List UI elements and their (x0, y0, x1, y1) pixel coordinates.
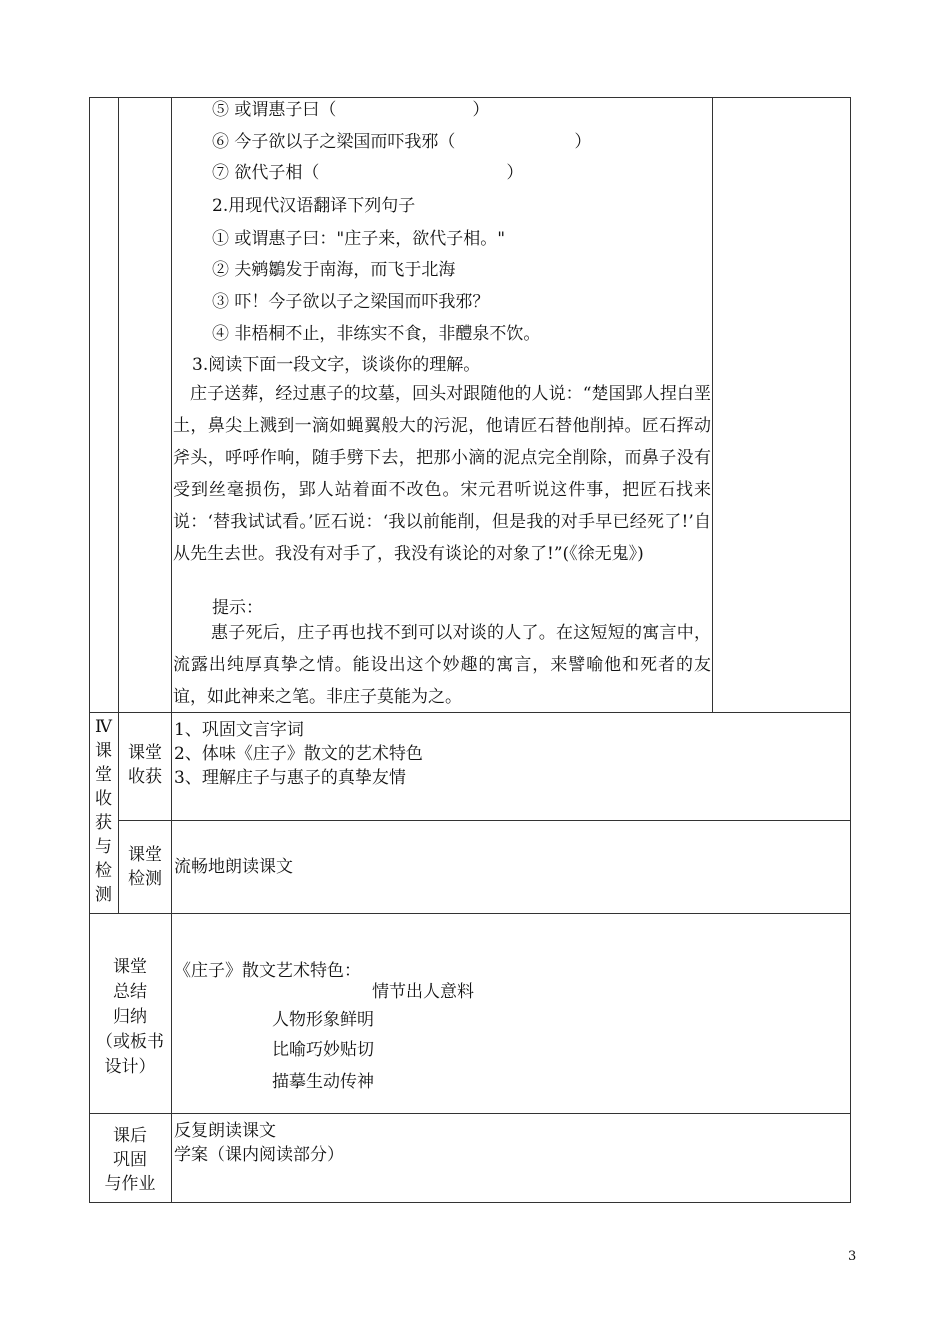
summary-label-line: 课堂 (113, 957, 147, 977)
summary-point: 描摹生动传神 (272, 1072, 374, 1092)
gain-label-line: 课堂 (128, 743, 162, 763)
test-label-line: 检测 (128, 869, 162, 889)
homework-label-line: 与作业 (104, 1174, 156, 1194)
grid-line (712, 97, 713, 712)
homework-list (174, 1119, 344, 1167)
grid-line (89, 913, 851, 914)
section-label-char: 收 (95, 789, 112, 809)
question-title: 2.用现代汉语翻译下列句子 (212, 196, 416, 216)
summary-label-line: 设计） (104, 1057, 156, 1077)
summary-label-line: 总结 (113, 982, 147, 1002)
gain-list (174, 718, 423, 790)
hint-label: 提示： (212, 598, 263, 618)
test-label (119, 843, 171, 891)
summary-point: 人物形象鲜明 (272, 1010, 374, 1030)
reading-passage: 庄子送葬，经过惠子的坟墓，回头对跟随他的人说：“楚国郢人捏白垩土，鼻尖上溅到一滴如蝇翼般大的污泥，他请匠石替他削掉。匠石挥动斧头，呼呼作响，随手劈下去，把那小滴的泥点完全削除，而鼻子没有受到丝毫损伤，郢人站着面不改色。宋元君听说这件事，把匠石找来说：‘替我试试看。’匠石说：‘我以前能削，但是我的对手早已经死了!’自从先生去世。我没有对手了，我没有谈论的对象了!”(《徐无鬼》) (173, 384, 711, 564)
gain-label (119, 741, 171, 789)
homework-label (89, 1124, 171, 1196)
summary-label-line: （或板书 (96, 1032, 164, 1052)
question-title: 3.阅读下面一段文字，谈谈你的理解。 (192, 355, 481, 375)
grid-line (171, 97, 172, 1203)
grid-line (118, 820, 851, 821)
summary-title: 《庄子》散文艺术特色： (174, 961, 361, 981)
section-label-char: 获 (95, 813, 112, 833)
summary-label (89, 955, 171, 1080)
section-label-char: 检 (95, 861, 112, 881)
translation-item: ③ 吓！今子欲以子之梁国而吓我邪？ (212, 292, 490, 312)
section-label-char: 与 (95, 837, 112, 857)
hint-text: 惠子死后，庄子再也找不到可以对谈的人了。在这短短的寓言中，流露出纯厚真挚之情。能设出这个妙趣的寓言，来譬喻他和死者的友谊，如此神来之笔。非庄子莫能为之。 (173, 623, 711, 707)
translation-item: ④ 非梧桐不止，非练实不食，非醴泉不饮。 (212, 324, 541, 344)
section-label (89, 715, 118, 907)
exercise-item: ⑦ 欲代子相（ ） (212, 163, 524, 183)
homework-label-line: 巩固 (113, 1150, 147, 1170)
section-label-char: 堂 (95, 765, 112, 785)
grid-line (118, 97, 119, 913)
exercise-item: ⑥ 今子欲以子之梁国而吓我邪（ ） (212, 132, 592, 152)
list-item: 学案（课内阅读部分） (174, 1145, 344, 1165)
gain-label-line: 收获 (128, 767, 162, 787)
test-text: 流畅地朗读课文 (174, 857, 293, 877)
list-item: 反复朗读课文 (174, 1121, 276, 1141)
homework-label-line: 课后 (113, 1126, 147, 1146)
test-label-line: 课堂 (128, 845, 162, 865)
list-item: 1、巩固文言字词 (174, 720, 304, 740)
summary-label-line: 归纳 (113, 1007, 147, 1027)
grid-line (89, 1113, 851, 1114)
summary-point: 情节出人意料 (372, 982, 474, 1002)
summary-point: 比喻巧妙贴切 (272, 1040, 374, 1060)
list-item: 2、体味《庄子》散文的艺术特色 (174, 744, 423, 764)
translation-item: ① 或谓惠子曰："庄子来，欲代子相。" (212, 229, 506, 249)
exercise-item: ⑤ 或谓惠子曰（ ） (212, 100, 490, 120)
list-item: 3、理解庄子与惠子的真挚友情 (174, 768, 406, 788)
section-label-char: 课 (95, 741, 112, 761)
page-number: 3 (848, 1249, 857, 1264)
section-label-char: 测 (95, 885, 112, 905)
section-label-char: Ⅳ (95, 717, 112, 737)
translation-item: ② 夫鹓鶵发于南海，而飞于北海 (212, 260, 456, 280)
